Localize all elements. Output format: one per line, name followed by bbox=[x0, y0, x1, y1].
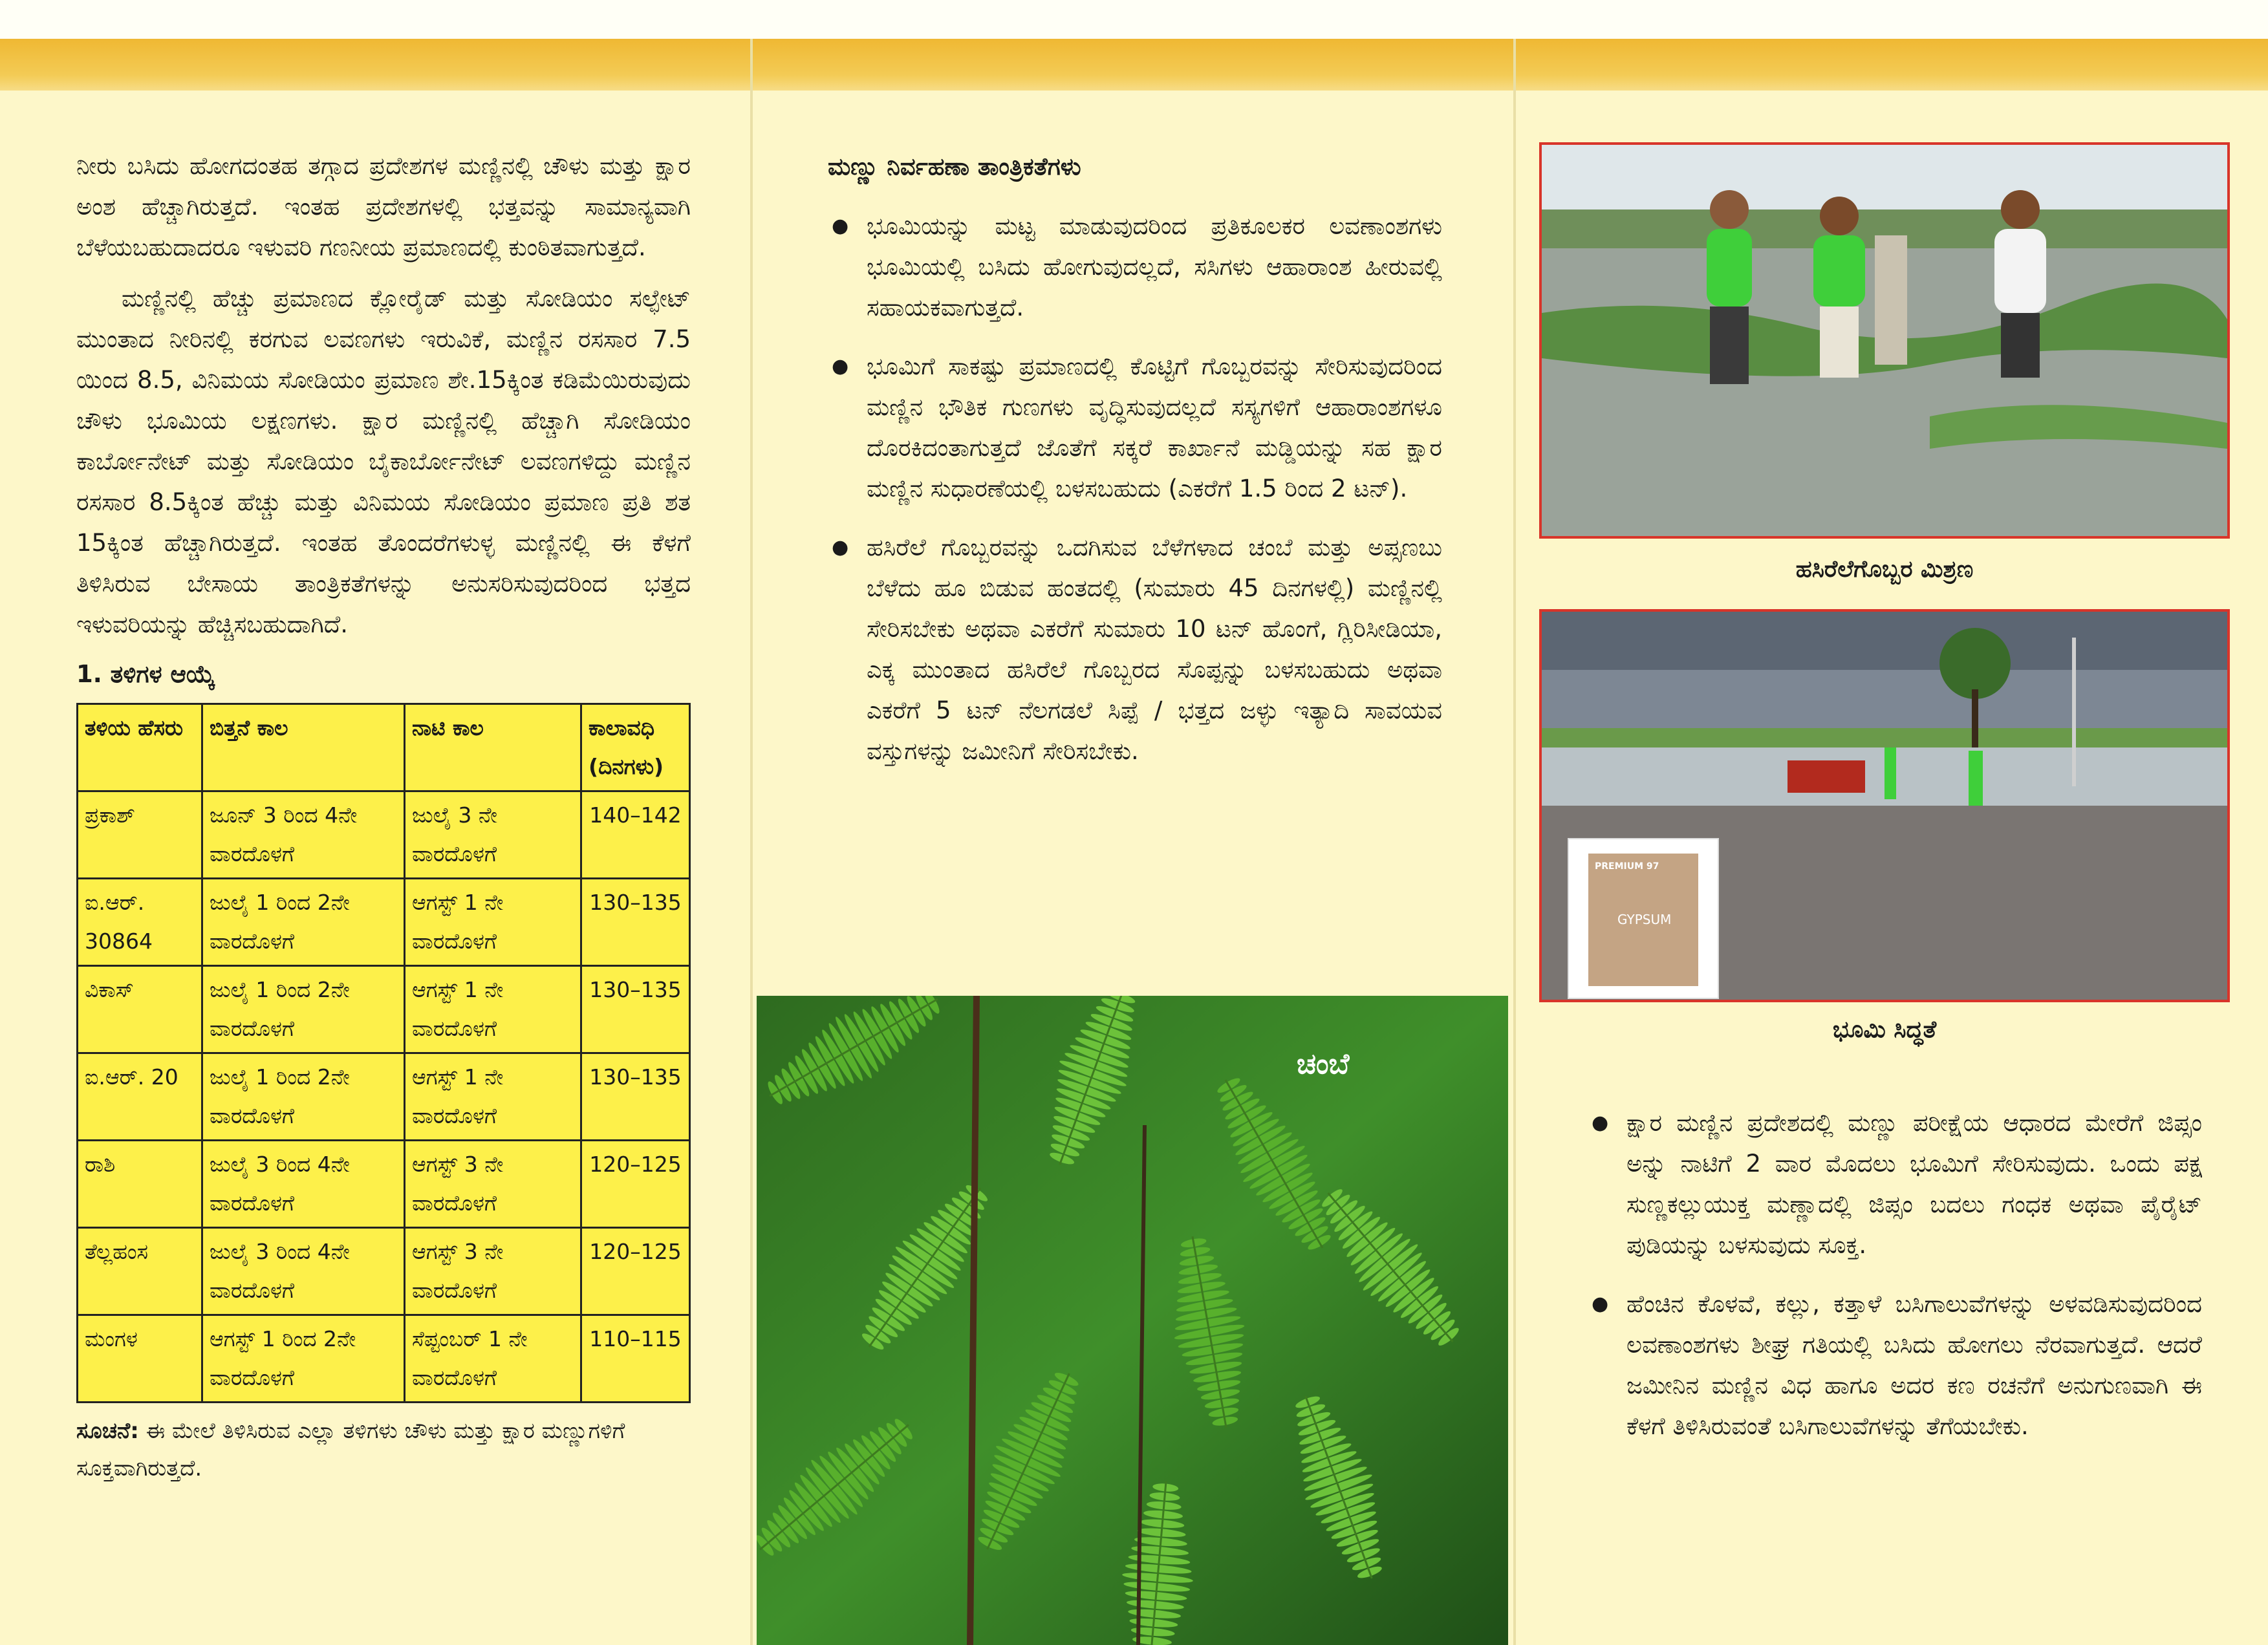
panel-middle bbox=[828, 147, 1442, 790]
cell-variety: ಪ್ರಕಾಶ್ bbox=[78, 791, 202, 879]
header-band bbox=[0, 39, 2268, 91]
salinity-paragraph: ಮಣ್ಣಿನಲ್ಲಿ ಹೆಚ್ಚು ಪ್ರಮಾಣದ ಕ್ಲೋರೈಡ್ ಮತ್ತು ಸೋಡಿಯಂ ಸಲ್ಫೇಟ್ ಮುಂತಾದ ನೀರಿನಲ್ಲಿ ಕರಗುವ ಲವಣಗಳು ಇರುವಿಕೆ, ಮಣ್ಣಿನ ರಸಸಾರ 7.5 ಯಿಂದ 8.5, ವಿನಿಮಯ ಸೋಡಿಯಂ ಪ್ರಮಾಣ ಶೇ.15ಕ್ಕಿಂತ ಕಡಿಮೆಯಿರುವುದು ಚೌಳು ಭೂಮಿಯ ಲಕ್ಷಣಗಳು. ಕ್ಷಾರ ಮಣ್ಣಿನಲ್ಲಿ ಹೆಚ್ಚಾಗಿ ಸೋಡಿಯಂ ಕಾರ್ಬೋನೇಟ್ ಮತ್ತು ಸೋಡಿಯಂ ಬೈಕಾರ್ಬೋನೇಟ್ ಲವಣಗಳಿದ್ದು ಮಣ್ಣಿನ ರಸಸಾರ 8.5ಕ್ಕಿಂತ ಹೆಚ್ಚು ಮತ್ತು ವಿನಿಮಯ ಸೋಡಿಯಂ ಪ್ರಮಾಣ ಪ್ರತಿ ಶತ 15ಕ್ಕಿಂತ ಹೆಚ್ಚಾಗಿರುತ್ತದೆ. ಇಂತಹ ತೊಂದರೆಗಳುಳ್ಳ ಮಣ್ಣಿನಲ್ಲಿ ಈ ಕೆಳಗೆ ತಿಳಿಸಿರುವ ಬೇಸಾಯ ತಾಂತ್ರಿಕತೆಗಳನ್ನು ಅನುಸರಿಸುವುದರಿಂದ ಭತ್ತದ ಇಳುವರಿಯನ್ನು ಹೆಚ್ಚಿಸಬಹುದಾಗಿದೆ. bbox=[76, 285, 691, 638]
chambe-label: ಚಂಬೆ bbox=[1297, 1048, 1350, 1081]
header-sowing: ಬಿತ್ತನೆ ಕಾಲ bbox=[202, 704, 405, 791]
fold-line-1 bbox=[750, 39, 753, 1645]
cell-transplanting: ಆಗಸ್ಟ್ 3 ನೇ ವಾರದೊಳಗೆ bbox=[405, 1141, 581, 1228]
cell-transplanting: ಸೆಪ್ಟಂಬರ್ 1 ನೇ ವಾರದೊಳಗೆ bbox=[405, 1315, 581, 1403]
bag-brand: PREMIUM 97 bbox=[1595, 861, 1659, 872]
cell-sowing: ಜೂನ್ 3 ರಿಂದ 4ನೇ ವಾರದೊಳಗೆ bbox=[202, 791, 405, 879]
cell-duration: 140–142 bbox=[581, 791, 690, 879]
cell-variety: ಮಂಗಳ bbox=[78, 1315, 202, 1403]
cell-sowing: ಜುಲೈ 1 ರಿಂದ 2ನೇ ವಾರದೊಳಗೆ bbox=[202, 1053, 405, 1141]
cell-duration: 120–125 bbox=[581, 1141, 690, 1228]
note-label: ಸೂಚನೆ: bbox=[76, 1418, 139, 1444]
fern-photo bbox=[757, 996, 1508, 1645]
table-row bbox=[78, 1141, 690, 1228]
cell-duration: 130–135 bbox=[581, 966, 690, 1053]
variety-table bbox=[76, 703, 691, 1403]
list-item: ● ಹೆಂಚಿನ ಕೊಳವೆ, ಕಲ್ಲು, ಕತ್ತಾಳೆ ಬಸಿಗಾಲುವೆಗಳನ್ನು ಅಳವಡಿಸುವುದರಿಂದ ಲವಣಾಂಶಗಳು ಶೀಘ್ರ ಗತಿಯಲ್ಲಿ ಬಸಿದು ಹೋಗಲು ನೆರವಾಗುತ್ತದೆ. ಆದರೆ ಜಮೀನಿನ ಮಣ್ಣಿನ ವಿಧ ಹಾಗೂ ಅದರ ಕಣ ರಚನೆಗೆ ಅನುಗುಣವಾಗಿ ಈ ಕೆಳಗೆ ತಿಳಿಸಿರುವಂತೆ ಬಸಿಗಾಲುವೆಗಳನ್ನು ತೆಗೆಯಬೇಕು. bbox=[1588, 1284, 2202, 1446]
panel-right-text bbox=[1588, 1102, 2202, 1465]
cell-sowing: ಜುಲೈ 1 ರಿಂದ 2ನೇ ವಾರದೊಳಗೆ bbox=[202, 879, 405, 966]
fern-illustration bbox=[757, 996, 1508, 1645]
photo-land-prep bbox=[1539, 609, 2230, 1002]
cell-transplanting: ಆಗಸ್ಟ್ 1 ನೇ ವಾರದೊಳಗೆ bbox=[405, 1053, 581, 1141]
table-row bbox=[78, 966, 690, 1053]
greenmanure-scene bbox=[1542, 145, 2227, 536]
table-row bbox=[78, 1228, 690, 1315]
soil-management-list bbox=[828, 206, 1442, 771]
page-top-edge bbox=[0, 0, 2268, 39]
cell-duration: 130–135 bbox=[581, 879, 690, 966]
cell-duration: 130–135 bbox=[581, 1053, 690, 1141]
gypsum-drainage-list bbox=[1588, 1102, 2202, 1446]
header-duration: ಕಾಲಾವಧಿ (ದಿನಗಳು) bbox=[581, 704, 690, 791]
soil-management-heading: ಮಣ್ಣು ನಿರ್ವಹಣಾ ತಾಂತ್ರಿಕತೆಗಳು bbox=[828, 153, 1081, 180]
cell-transplanting: ಆಗಸ್ಟ್ 1 ನೇ ವಾರದೊಳಗೆ bbox=[405, 879, 581, 966]
table-row bbox=[78, 879, 690, 966]
photo-greenmanure bbox=[1539, 142, 2230, 539]
table-row bbox=[78, 1053, 690, 1141]
table-header-row bbox=[78, 704, 690, 791]
header-variety: ತಳಿಯ ಹೆಸರು bbox=[78, 704, 202, 791]
cell-sowing: ಜುಲೈ 3 ರಿಂದ 4ನೇ ವಾರದೊಳಗೆ bbox=[202, 1228, 405, 1315]
intro-paragraph: ನೀರು ಬಸಿದು ಹೋಗದಂತಹ ತಗ್ಗಾದ ಪ್ರದೇಶಗಳ ಮಣ್ಣಿನಲ್ಲಿ ಚೌಳು ಮತ್ತು ಕ್ಷಾರ ಅಂಶ ಹೆಚ್ಚಾಗಿರುತ್ತದೆ. ಇಂತಹ ಪ್ರದೇಶಗಳಲ್ಲಿ ಭತ್ತವನ್ನು ಸಾಮಾನ್ಯವಾಗಿ ಬೆಳೆಯಬಹುದಾದರೂ ಇಳುವರಿ ಗಣನೀಯ ಪ್ರಮಾಣದಲ್ಲಿ ಕುಂಠಿತವಾಗುತ್ತದೆ. bbox=[76, 152, 691, 261]
caption-greenmanure: ಹಸಿರೆಲೆಗೊಬ್ಬರ ಮಿಶ್ರಣ bbox=[1795, 556, 1974, 583]
cell-variety: ಐ.ಆರ್. 20 bbox=[78, 1053, 202, 1141]
panel-left bbox=[76, 145, 691, 1487]
variety-selection-heading: 1. ತಳಿಗಳ ಆಯ್ಕೆ bbox=[76, 660, 215, 688]
cell-variety: ರಾಶಿ bbox=[78, 1141, 202, 1228]
header-transplanting: ನಾಟಿ ಕಾಲ bbox=[405, 704, 581, 791]
list-item: ● ಹಸಿರೆಲೆ ಗೊಬ್ಬರವನ್ನು ಒದಗಿಸುವ ಬೆಳೆಗಳಾದ ಚಂಬೆ ಮತ್ತು ಅಪ್ಸಣಬು ಬೆಳೆದು ಹೂ ಬಿಡುವ ಹಂತದಲ್ಲಿ (ಸುಮಾರು 45 ದಿನಗಳಲ್ಲಿ) ಮಣ್ಣಿನಲ್ಲಿ ಸೇರಿಸಬೇಕು ಅಥವಾ ಎಕರೆಗೆ ಸುಮಾರು 10 ಟನ್ ಹೊಂಗೆ, ಗ್ಲಿರಿಸೀಡಿಯಾ, ಎಕ್ಕ ಮುಂತಾದ ಹಸಿರೆಲೆ ಗೊಬ್ಬರದ ಸೊಪ್ಪನ್ನು ಬಳಸಬಹುದು ಅಥವಾ ಎಕರೆಗೆ 5 ಟನ್ ನೆಲಗಡಲೆ ಸಿಪ್ಪೆ / ಭತ್ತದ ಜಳ್ಳು ಇತ್ಯಾದಿ ಸಾವಯವ ವಸ್ತುಗಳನ್ನು ಜಮೀನಿಗೆ ಸೇರಿಸಬೇಕು. bbox=[828, 527, 1442, 771]
table-note bbox=[76, 1412, 691, 1487]
cell-variety: ಐ.ಆರ್. 30864 bbox=[78, 879, 202, 966]
cell-transplanting: ಆಗಸ್ಟ್ 3 ನೇ ವಾರದೊಳಗೆ bbox=[405, 1228, 581, 1315]
caption-land-prep: ಭೂಮಿ ಸಿದ್ಧತೆ bbox=[1832, 1016, 1937, 1043]
fold-line-2 bbox=[1513, 39, 1516, 1645]
cell-sowing: ಜುಲೈ 3 ರಿಂದ 4ನೇ ವಾರದೊಳಗೆ bbox=[202, 1141, 405, 1228]
bag-label: GYPSUM bbox=[1617, 912, 1672, 927]
table-row bbox=[78, 1315, 690, 1403]
list-item: ● ಭೂಮಿಗೆ ಸಾಕಷ್ಟು ಪ್ರಮಾಣದಲ್ಲಿ ಕೊಟ್ಟಿಗೆ ಗೊಬ್ಬರವನ್ನು ಸೇರಿಸುವುದರಿಂದ ಮಣ್ಣಿನ ಭೌತಿಕ ಗುಣಗಳು ವೃದ್ಧಿಸುವುದಲ್ಲದೆ ಸಸ್ಯಗಳಿಗೆ ಆಹಾರಾಂಶಗಳೂ ದೊರಕಿದಂತಾಗುತ್ತದೆ ಜೊತೆಗೆ ಸಕ್ಕರೆ ಕಾರ್ಖಾನೆ ಮಡ್ಡಿಯನ್ನು ಸಹ ಕ್ಷಾರ ಮಣ್ಣಿನ ಸುಧಾರಣೆಯಲ್ಲಿ ಬಳಸಬಹುದು (ಎಕರೆಗೆ 1.5 ರಿಂದ 2 ಟನ್). bbox=[828, 346, 1442, 509]
cell-transplanting: ಜುಲೈ 3 ನೇ ವಾರದೊಳಗೆ bbox=[405, 791, 581, 879]
cell-variety: ವಿಕಾಸ್ bbox=[78, 966, 202, 1053]
cell-sowing: ಆಗಸ್ಟ್ 1 ರಿಂದ 2ನೇ ವಾರದೊಳಗೆ bbox=[202, 1315, 405, 1403]
gypsum-bag-inset bbox=[1568, 838, 1719, 999]
cell-variety: ತೆಲ್ಲಹಂಸ bbox=[78, 1228, 202, 1315]
cell-duration: 110–115 bbox=[581, 1315, 690, 1403]
table-row bbox=[78, 791, 690, 879]
note-text: ಈ ಮೇಲೆ ತಿಳಿಸಿರುವ ಎಲ್ಲಾ ತಳಿಗಳು ಚೌಳು ಮತ್ತು ಕ್ಷಾರ ಮಣ್ಣುಗಳಿಗೆ ಸೂಕ್ತವಾಗಿರುತ್ತದೆ. bbox=[76, 1418, 625, 1481]
list-item: ● ಕ್ಷಾರ ಮಣ್ಣಿನ ಪ್ರದೇಶದಲ್ಲಿ ಮಣ್ಣು ಪರೀಕ್ಷೆಯ ಆಧಾರದ ಮೇರೆಗೆ ಜಿಪ್ಸಂ ಅನ್ನು ನಾಟಿಗೆ 2 ವಾರ ಮೊದಲು ಭೂಮಿಗೆ ಸೇರಿಸುವುದು. ಒಂದು ಪಕ್ಷ ಸುಣ್ಣಕಲ್ಲುಯುಕ್ತ ಮಣ್ಣಾದಲ್ಲಿ ಜಿಪ್ಸಂ ಬದಲು ಗಂಧಕ ಅಥವಾ ಪೈರೈಟ್ ಪುಡಿಯನ್ನು ಬಳಸುವುದು ಸೂಕ್ತ. bbox=[1588, 1102, 2202, 1265]
cell-transplanting: ಆಗಸ್ಟ್ 1 ನೇ ವಾರದೊಳಗೆ bbox=[405, 966, 581, 1053]
list-item: ● ಭೂಮಿಯನ್ನು ಮಟ್ಟ ಮಾಡುವುದರಿಂದ ಪ್ರತಿಕೂಲಕರ ಲವಣಾಂಶಗಳು ಭೂಮಿಯಲ್ಲಿ ಬಸಿದು ಹೋಗುವುದಲ್ಲದೆ, ಸಸಿಗಳು ಆಹಾರಾಂಶ ಹೀರುವಲ್ಲಿ ಸಹಾಯಕವಾಗುತ್ತದೆ. bbox=[828, 206, 1442, 328]
cell-sowing: ಜುಲೈ 1 ರಿಂದ 2ನೇ ವಾರದೊಳಗೆ bbox=[202, 966, 405, 1053]
gypsum-bag bbox=[1588, 854, 1698, 986]
cell-duration: 120–125 bbox=[581, 1228, 690, 1315]
